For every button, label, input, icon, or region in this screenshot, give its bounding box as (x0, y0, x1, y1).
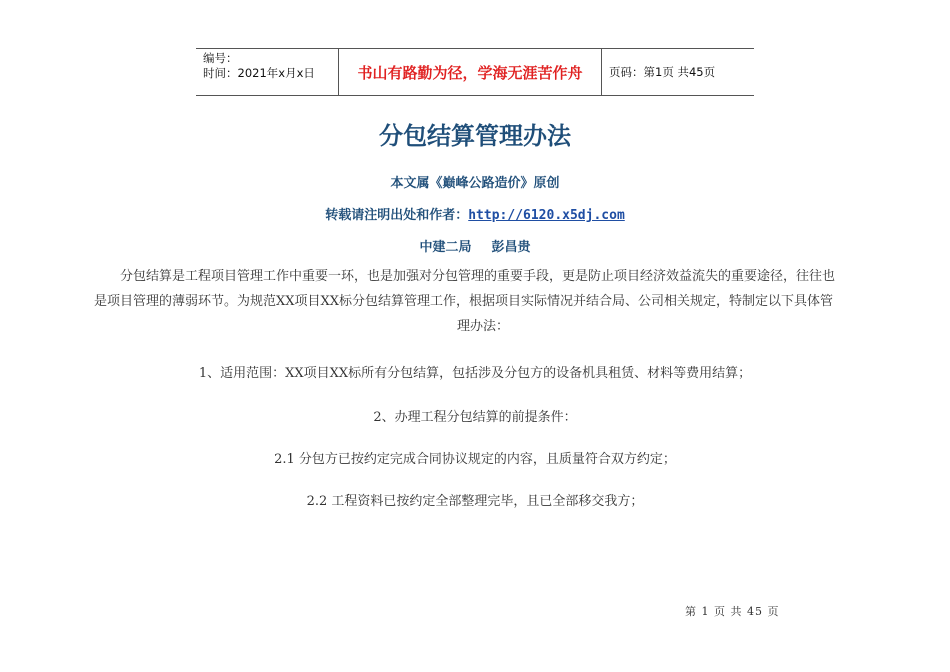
section-1-scope: 1、适用范围：XX项目XX标所有分包结算，包括涉及分包方的设备机具租赁、材料等费用结算； (198, 366, 752, 381)
document-title: 分包结算管理办法 (379, 122, 571, 150)
author-line (0, 236, 950, 255)
header-page-cell (602, 49, 754, 95)
organization: 中建二局 (419, 240, 472, 255)
document-date-label: 时间：2021年x月x日 (203, 66, 315, 80)
intro-paragraph (94, 264, 872, 339)
header-motto-cell (339, 49, 602, 95)
section-2-2: 2.2 工程资料已按约定全部整理完毕，且已全部移交我方； (306, 494, 644, 509)
source-line: 本文属《巅峰公路造价》原创 (390, 176, 560, 191)
intro-line-2: 是项目管理的薄弱环节。为规范XX项目XX标分包结算管理工作，根据项目实际情况并结合局、公司相关规定，特制定以下具体管 (94, 294, 834, 309)
header-motto: 书山有路勤为径，学海无涯苦作舟 (357, 63, 583, 82)
page-footer: 第 1 页 共 45 页 (685, 605, 780, 618)
repost-line (0, 204, 950, 223)
header-meta-cell (196, 49, 339, 95)
section-2-1: 2.1 分包方已按约定完成合同协议规定的内容，且质量符合双方约定； (274, 452, 676, 467)
section-2-heading: 2、办理工程分包结算的前提条件： (373, 410, 577, 425)
header-page-code: 页码：第1页 共45页 (609, 65, 716, 79)
author-name: 彭昌贵 (491, 240, 531, 255)
header-table (196, 48, 754, 96)
repost-prefix: 转载请注明出处和作者： (325, 208, 469, 223)
intro-line-3: 理办法： (456, 319, 509, 334)
document-number-label: 编号： (203, 51, 238, 65)
source-link[interactable]: http://6120.x5dj.com (468, 208, 625, 223)
intro-line-1: 分包结算是工程项目管理工作中重要一环，也是加强对分包管理的重要手段，更是防止项目经济效益流失的重要途径，往往也 (120, 269, 836, 284)
